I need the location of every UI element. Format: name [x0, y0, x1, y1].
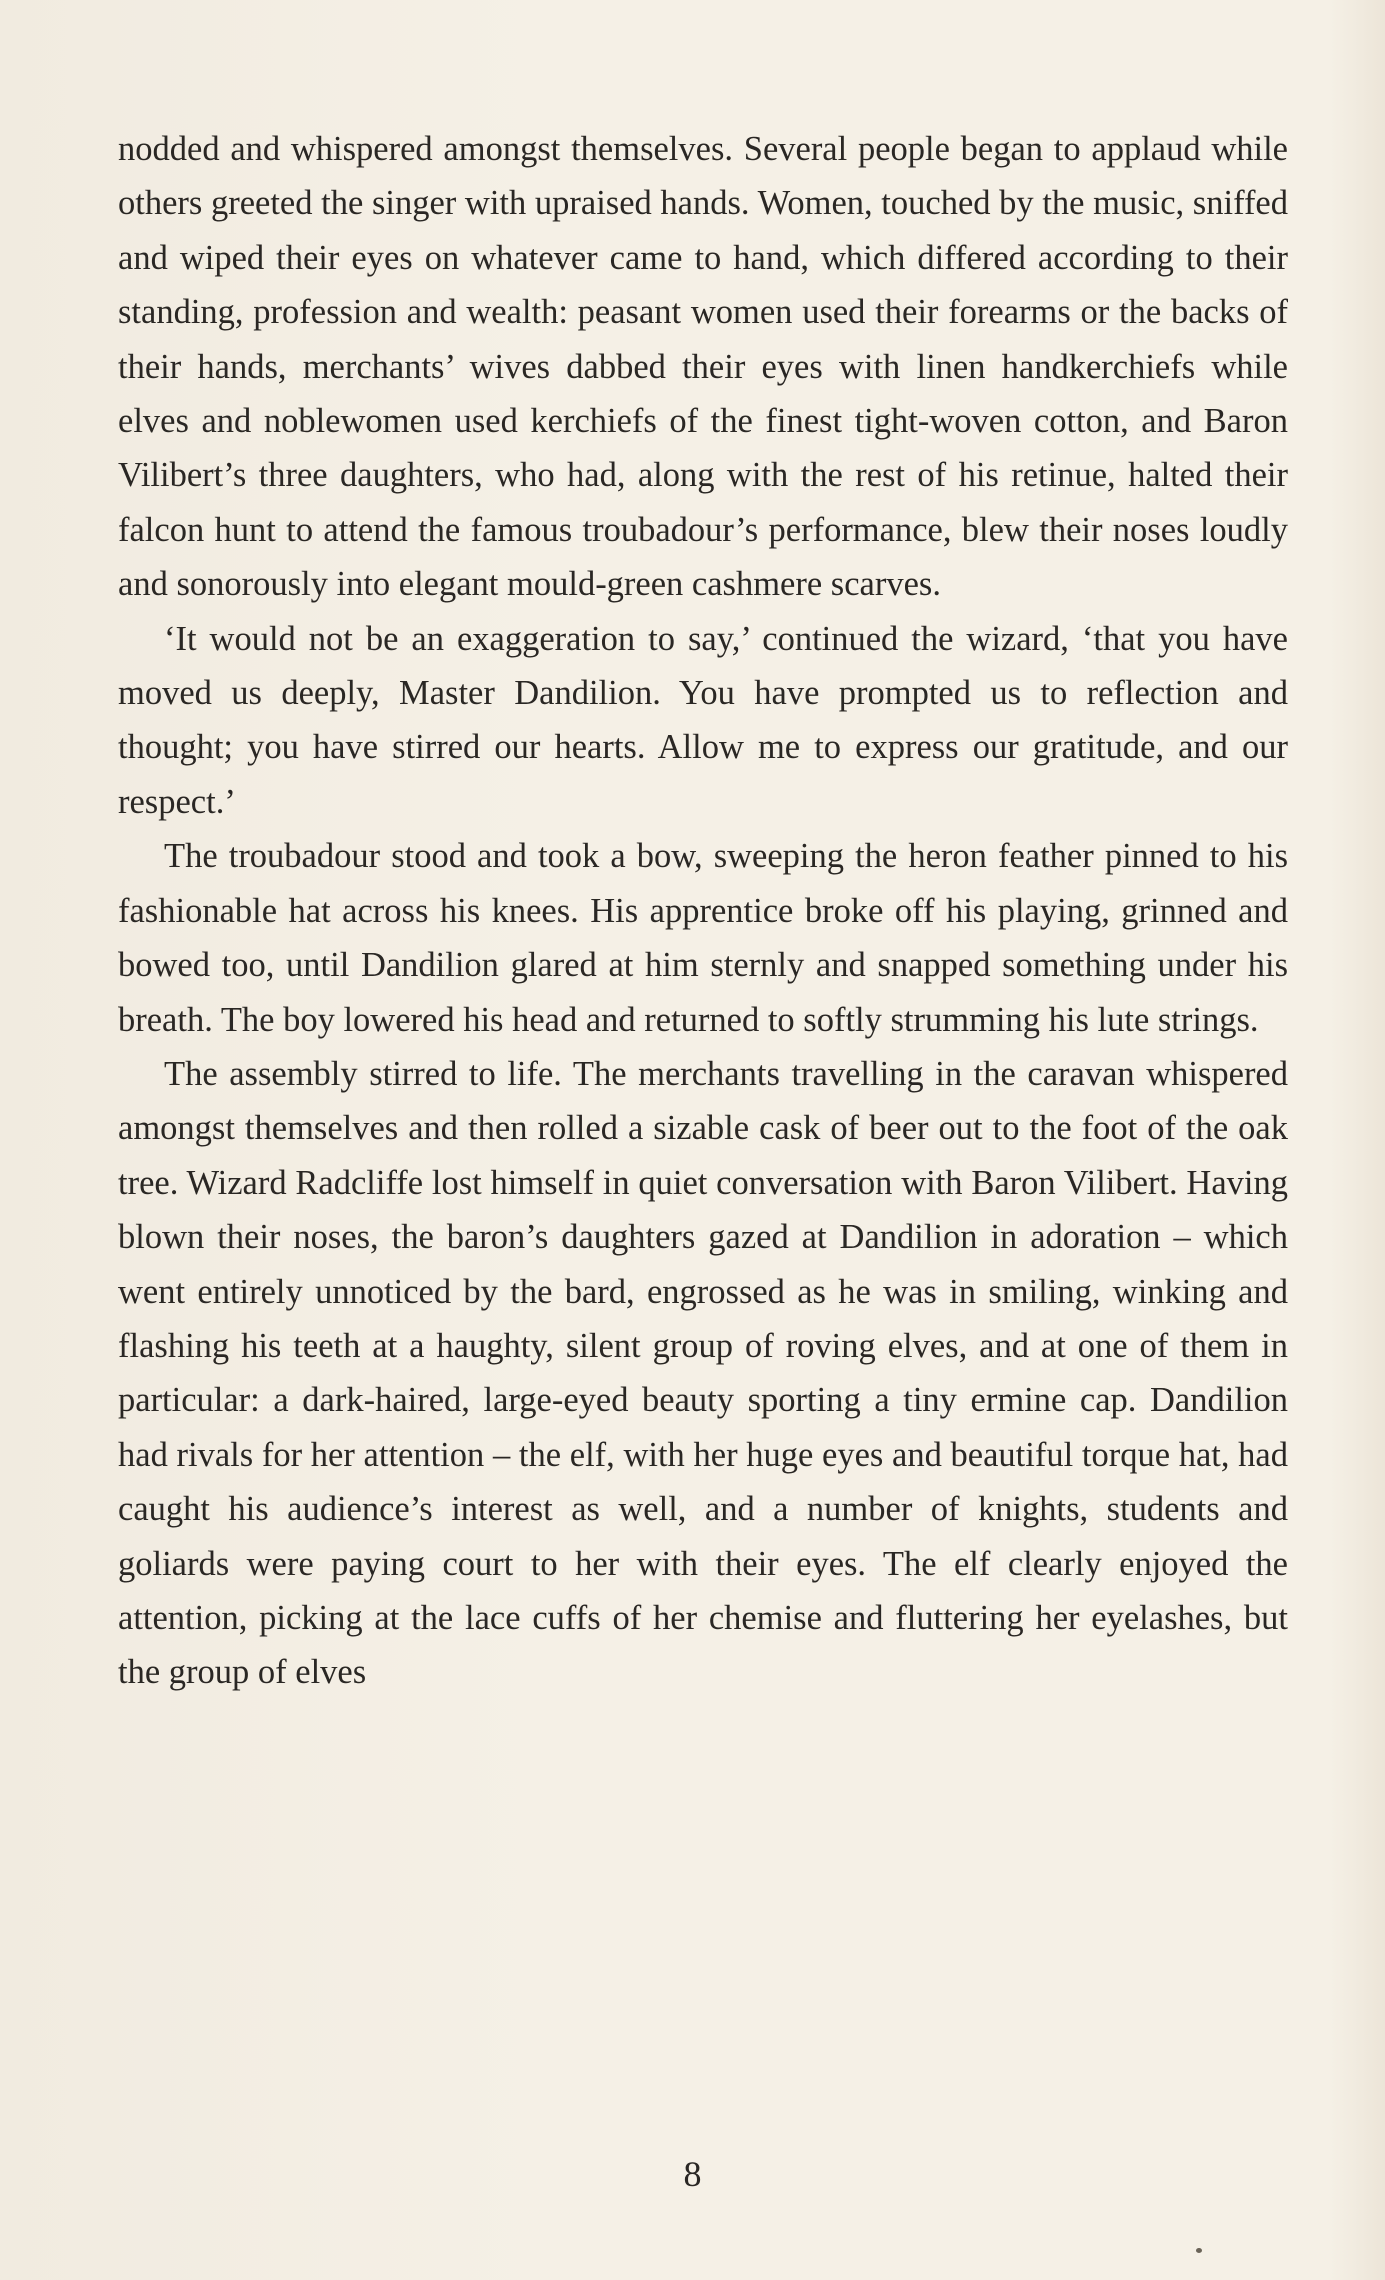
paper-speck — [1196, 2248, 1202, 2253]
page-number: 8 — [683, 2154, 702, 2194]
paragraph-2: ‘It would not be an exaggeration to say,’ continued the wizard, ‘that you have moved us deeply, Master Dandilion. You have prompted us to reflection and thought; you have stirred our hearts. Allow me to express our gratitude, and our respect.’ — [118, 619, 1288, 821]
paragraph-3: The troubadour stood and took a bow, sweeping the heron feather pinned to his fashionable hat across his knees. His apprentice broke off his playing, grinned and bowed too, until Dandilion glared at him sternly and snapped something under his breath. The boy lowered his head and returned to softly strumming his lute strings. — [118, 837, 1288, 1039]
paragraph-4: The assembly stirred to life. The merchants travelling in the caravan whispered amongst themselves and then rolled a sizable cask of beer out to the foot of the oak tree. Wizard Radcliffe lost himself in quiet conversation with Baron Vilibert. Having blown their noses, the baron’s daughters gazed at Dandilion in adoration – which went entirely unnoticed by the bard, engrossed as he was in smiling, winking and flashing his teeth at a haughty, silent group of roving elves, and at one of them in particular: a dark-haired, large-eyed beauty sporting a tiny ermine cap. Dandilion had rivals for her attention – the elf, with her huge eyes and beautiful torque hat, had caught his audience’s interest as well, and a number of knights, students and goliards were paying court to her with their eyes. The elf clearly enjoyed the attention, picking at the lace cuffs of her chemise and fluttering her eyelashes, but the group of elves — [118, 1054, 1288, 1692]
paragraph-1: nodded and whispered amongst themselves. Several people began to applaud while others greeted the singer with upraised hands. Women, touched by the music, sniffed and wiped their eyes on whatever came to hand, which differed according to their standing, profession and wealth: peasant women used their forearms or the backs of their hands, merchants’ wives dabbed their eyes with linen handkerchiefs while elves and noblewomen used kerchiefs of the finest tight-woven cotton, and Baron Vilibert’s three daughters, who had, along with the rest of his retinue, halted their falcon hunt to attend the famous troubadour’s performance, blew their noses loudly and sonorously into elegant mould-green cashmere scarves. — [118, 130, 1288, 604]
body-text — [118, 122, 1288, 1700]
